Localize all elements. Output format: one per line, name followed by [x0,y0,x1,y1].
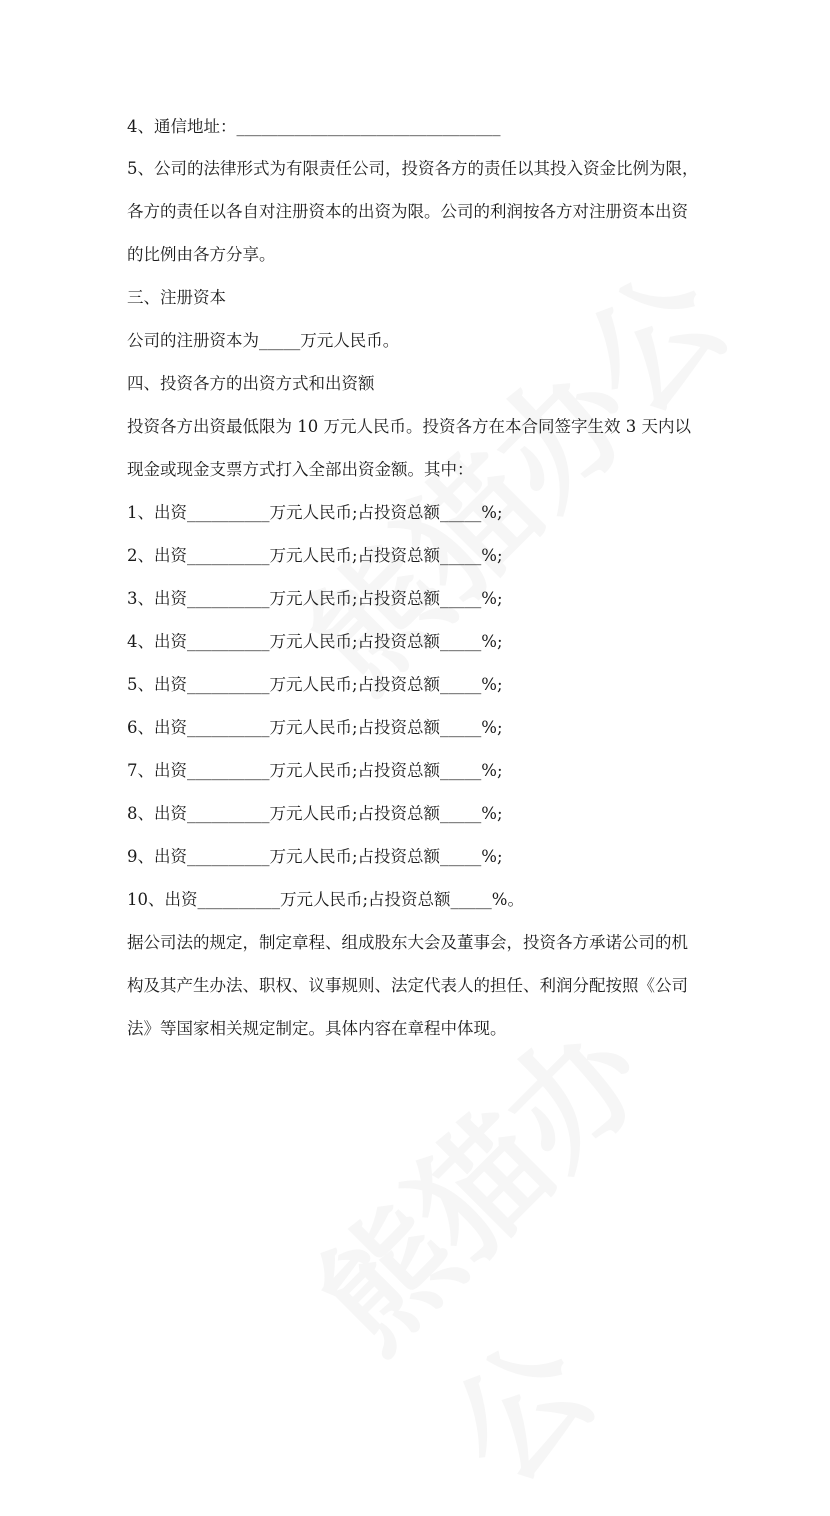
text-line: 投资各方出资最低限为 10 万元人民币。投资各方在本合同签字生效 3 天内以 [127,417,691,436]
list-item: 7、出资__________万元人民币;占投资总额_____%; [127,761,503,780]
text-line: 的比例由各方分享。 [127,245,276,264]
list-item: 2、出资__________万元人民币;占投资总额_____%; [127,546,503,565]
text-line: 据公司法的规定，制定章程、组成股东大会及董事会，投资各方承诺公司的机 [127,933,688,952]
text-line: 公司的注册资本为_____万元人民币。 [127,331,400,350]
list-item: 6、出资__________万元人民币;占投资总额_____%; [127,718,503,737]
text-line: 法》等国家相关规定制定。具体内容在章程中体现。 [127,1019,507,1038]
text-line: 现金或现金支票方式打入全部出资金额。其中： [127,460,474,479]
text-line: 构及其产生办法、职权、议事规则、法定代表人的担任、利润分配按照《公司 [127,976,688,995]
list-item: 10、出资__________万元人民币;占投资总额_____%。 [127,890,524,909]
section-heading: 四、投资各方的出资方式和出资额 [127,374,375,393]
text-line: 4、通信地址：________________________________ [127,117,501,136]
text-line: 5、公司的法律形式为有限责任公司，投资各方的责任以其投入资金比例为限， [127,159,699,178]
section-heading: 三、注册资本 [127,288,226,307]
list-item: 5、出资__________万元人民币;占投资总额_____%; [127,675,503,694]
list-item: 8、出资__________万元人民币;占投资总额_____%; [127,804,503,823]
list-item: 1、出资__________万元人民币;占投资总额_____%; [127,503,503,522]
list-item: 9、出资__________万元人民币;占投资总额_____%; [127,847,503,866]
list-item: 4、出资__________万元人民币;占投资总额_____%; [127,632,503,651]
text-line: 各方的责任以各自对注册资本的出资为限。公司的利润按各方对注册资本出资 [127,202,688,221]
list-item: 3、出资__________万元人民币;占投资总额_____%; [127,589,503,608]
